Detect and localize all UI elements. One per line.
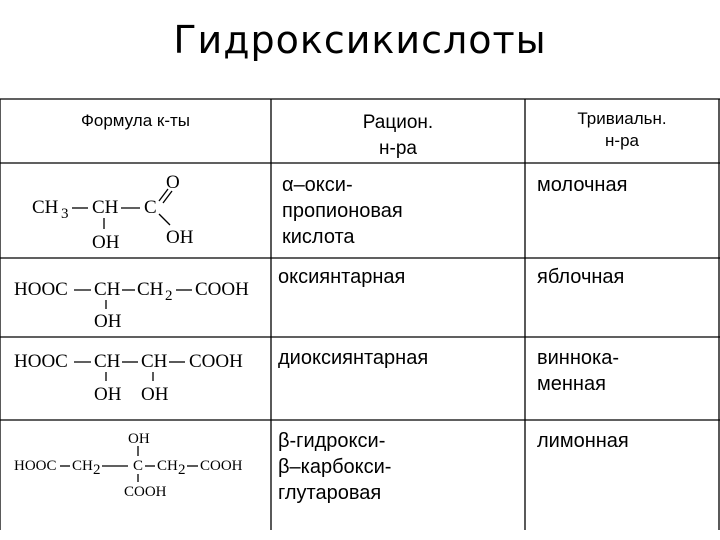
row-2-trivial: яблочная (537, 266, 625, 288)
svg-text:OH: OH (128, 431, 150, 447)
formula-malic-acid (0, 258, 271, 337)
svg-text:CH: CH (72, 458, 93, 474)
svg-text:CH: CH (141, 351, 168, 372)
row-4-rational: β-гидрокси- β–карбокси- глутаровая (278, 430, 392, 504)
svg-text:2: 2 (93, 462, 101, 478)
formula-tartaric-acid (0, 337, 271, 420)
svg-text:COOH: COOH (200, 458, 243, 474)
svg-text:2: 2 (178, 462, 186, 478)
svg-text:OH: OH (141, 384, 169, 405)
svg-text:OH: OH (94, 384, 122, 405)
svg-text:OH: OH (94, 311, 122, 332)
svg-text:CH: CH (137, 279, 164, 300)
svg-text:HOOC: HOOC (14, 458, 57, 474)
svg-text:O: O (166, 172, 180, 193)
header-trivial: Тривиальн. н-ра (577, 109, 667, 150)
svg-text:CH: CH (94, 279, 121, 300)
svg-text:OH: OH (166, 227, 194, 248)
svg-text:CH: CH (32, 197, 59, 218)
row-1-rational: α–окси- пропионовая кислота (282, 174, 403, 248)
svg-text:C: C (144, 197, 157, 218)
header-rational: Рацион. н-ра (362, 112, 434, 159)
row-1-trivial: молочная (537, 174, 628, 196)
svg-text:CH: CH (94, 351, 121, 372)
formula-lactic-acid (0, 163, 271, 258)
svg-text:COOH: COOH (189, 351, 243, 372)
svg-text:C: C (133, 458, 144, 474)
svg-text:COOH: COOH (195, 279, 249, 300)
svg-text:3: 3 (61, 206, 69, 222)
row-3-trivial: виннока- менная (537, 347, 619, 395)
header-formula: Формула к-ты (80, 111, 191, 130)
row-3-rational: диоксиянтарная (278, 347, 429, 369)
svg-text:COOH: COOH (124, 484, 167, 500)
svg-text:HOOC: HOOC (14, 351, 68, 372)
svg-text:OH: OH (92, 232, 120, 253)
formula-citric-acid (0, 420, 271, 530)
svg-text:2: 2 (165, 288, 173, 304)
svg-text:CH: CH (157, 458, 178, 474)
row-4-trivial: лимонная (537, 430, 629, 452)
page-title: Гидроксикислоты (173, 18, 547, 62)
row-2-rational: оксиянтарная (278, 266, 406, 288)
svg-text:HOOC: HOOC (14, 279, 68, 300)
svg-text:CH: CH (92, 197, 119, 218)
